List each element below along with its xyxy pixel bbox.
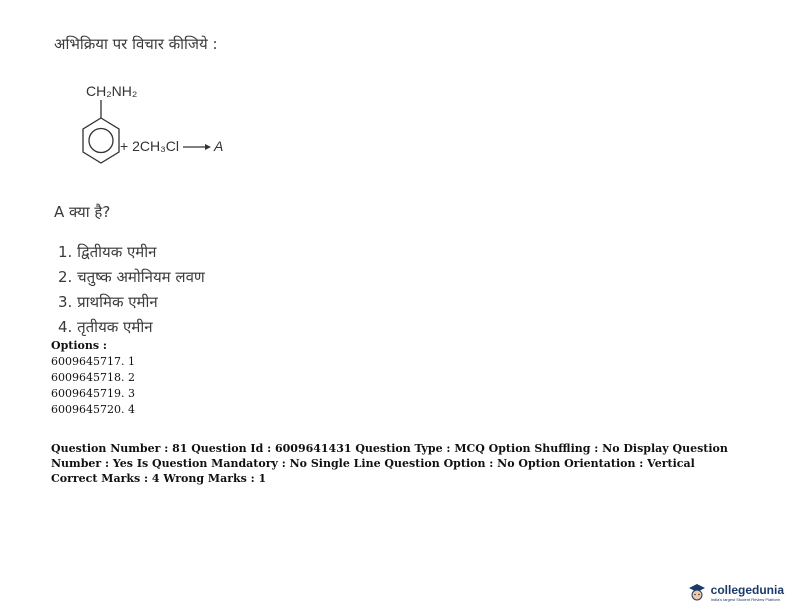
choice-item: 2. चतुष्क अमोनियम लवण bbox=[58, 268, 205, 286]
meta-line: Question Number : 81 Question Id : 6009641431 Question Type : MCQ Option Shuffling : No Display Question Number : Yes Is Question Mandatory : No Single Line Question Option : No Option Orientation : Vertical bbox=[51, 442, 728, 470]
options-heading: Options : bbox=[51, 339, 107, 352]
reagent-label: + 2CH₃Cl bbox=[120, 138, 179, 154]
question-prompt: अभिक्रिया पर विचार कीजिये : bbox=[54, 35, 218, 53]
choice-item: 4. तृतीयक एमीन bbox=[58, 318, 153, 336]
brand-tagline: India's largest Student Review Platform bbox=[710, 596, 781, 602]
graduate-mascot-icon bbox=[687, 582, 707, 602]
option-item: 6009645718. 2 bbox=[51, 371, 135, 384]
brand-name: collegedunia bbox=[710, 582, 784, 597]
brand-logo bbox=[687, 582, 784, 602]
product-label: A bbox=[214, 138, 224, 154]
option-item: 6009645719. 3 bbox=[51, 387, 135, 400]
aromatic-circle bbox=[89, 129, 113, 153]
substituent-label: CH₂NH₂ bbox=[86, 83, 138, 99]
choice-item: 3. प्राथमिक एमीन bbox=[58, 293, 158, 311]
question-meta bbox=[51, 441, 741, 486]
question-ask: A क्या है? bbox=[54, 203, 111, 221]
reaction-diagram bbox=[60, 78, 260, 188]
choice-list bbox=[58, 240, 205, 340]
option-item: 6009645720. 4 bbox=[51, 403, 135, 416]
arrow-head bbox=[205, 144, 211, 150]
option-item: 6009645717. 1 bbox=[51, 355, 135, 368]
options-block bbox=[51, 338, 135, 418]
choice-item: 1. द्वितीयक एमीन bbox=[58, 243, 157, 261]
meta-marks: Correct Marks : 4 Wrong Marks : 1 bbox=[51, 472, 267, 485]
